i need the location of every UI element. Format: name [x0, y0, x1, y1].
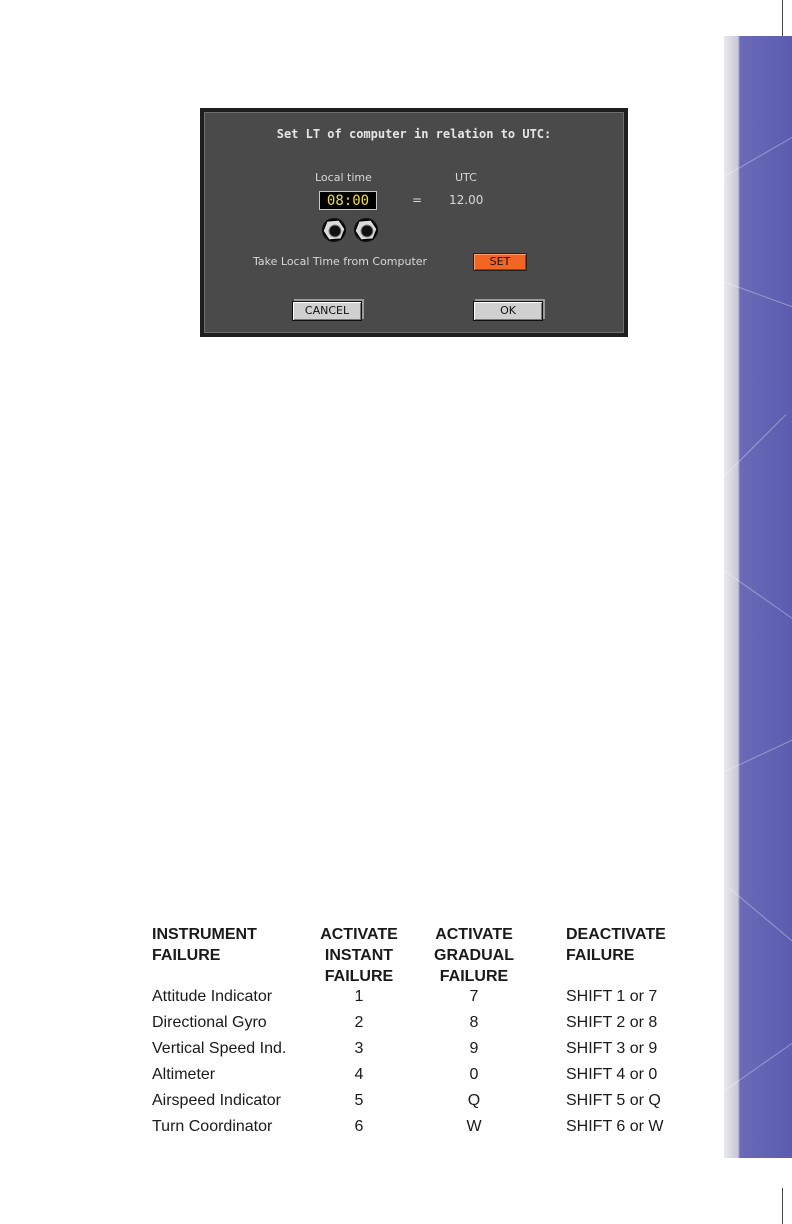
instrument-name: Directional Gyro — [152, 1014, 267, 1031]
cancel-button[interactable]: CANCEL — [292, 301, 362, 321]
gradual-key: 8 — [469, 1014, 479, 1031]
take-local-time-label: Take Local Time from Computer — [253, 255, 428, 268]
deactivate-key: SHIFT 2 or 8 — [566, 1014, 658, 1031]
instant-key: 4 — [354, 1066, 364, 1083]
local-time-display: 08:00 — [319, 191, 377, 210]
deactivate-key: SHIFT 1 or 7 — [566, 988, 658, 1005]
hour-knob-icon[interactable] — [321, 217, 347, 243]
local-time-label: Local time — [315, 171, 372, 184]
instrument-name: Attitude Indicator — [152, 988, 273, 1005]
instant-key: 5 — [354, 1092, 364, 1109]
crop-mark — [782, 1188, 783, 1224]
utc-value: 12.00 — [449, 193, 484, 207]
instrument-name: Turn Coordinator — [152, 1118, 273, 1135]
minute-knob-icon[interactable] — [353, 217, 379, 243]
deactivate-key: SHIFT 5 or Q — [566, 1092, 661, 1109]
set-button[interactable]: SET — [473, 253, 527, 271]
instant-key: 3 — [354, 1040, 364, 1057]
gradual-key: Q — [467, 1092, 481, 1109]
ok-button[interactable]: OK — [473, 301, 543, 321]
instrument-name: Altimeter — [152, 1066, 216, 1083]
gradual-key: 0 — [469, 1066, 479, 1083]
crop-mark — [782, 0, 783, 36]
gradual-key: W — [466, 1118, 482, 1135]
gradual-key: 7 — [469, 988, 479, 1005]
instant-key: 6 — [354, 1118, 364, 1135]
deactivate-key: SHIFT 6 or W — [566, 1118, 664, 1135]
equals-sign: = — [412, 193, 423, 207]
dialog-title: Set LT of computer in relation to UTC: — [276, 127, 552, 141]
gradual-key: 9 — [469, 1040, 479, 1057]
set-local-time-dialog — [200, 108, 628, 337]
header-instrument-failure: INSTRUMENT FAILURE — [152, 926, 257, 964]
deactivate-key: SHIFT 3 or 9 — [566, 1040, 658, 1057]
header-deactivate-failure: DEACTIVATE FAILURE — [566, 926, 666, 964]
side-map-strip — [724, 36, 792, 1158]
instant-key: 2 — [354, 1014, 364, 1031]
deactivate-key: SHIFT 4 or 0 — [566, 1066, 658, 1083]
instrument-name: Airspeed Indicator — [152, 1092, 281, 1109]
utc-label: UTC — [455, 171, 477, 184]
dialog-panel — [204, 112, 624, 333]
instrument-name: Vertical Speed Ind. — [152, 1040, 287, 1057]
instant-key: 1 — [354, 988, 364, 1005]
